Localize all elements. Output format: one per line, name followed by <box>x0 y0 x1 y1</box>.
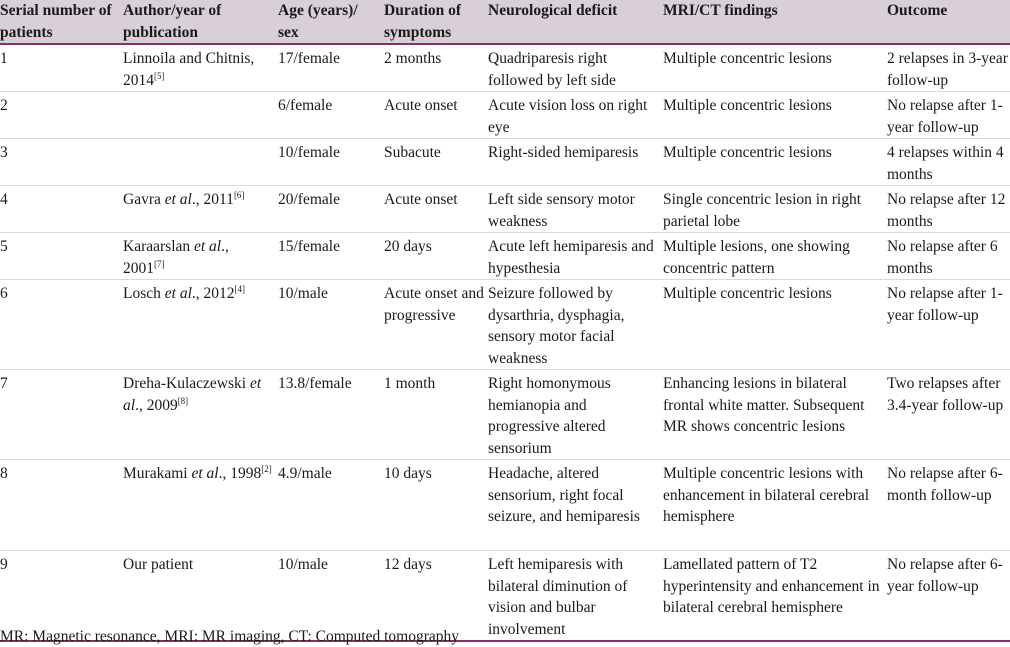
table-row <box>0 44 1010 92</box>
cell-outcome: No relapse after 6 months <box>887 238 998 277</box>
cell-outcome: No relapse after 6-year follow-up <box>887 556 1003 595</box>
cell-serial-number: 8 <box>0 465 8 482</box>
author-name: Dreha-Kulaczewski <box>123 375 250 392</box>
cell-age-sex: 15/female <box>278 238 340 255</box>
cell-mri-ct-findings: Single concentric lesion in right parietal lobe <box>663 191 862 230</box>
author-name: Our patient <box>123 556 194 573</box>
cell-duration: 1 month <box>384 375 436 392</box>
cell-outcome: No relapse after 1-year follow-up <box>887 285 1003 324</box>
header-author-year: Author/year of publication <box>123 2 222 41</box>
cell-neurological-deficit: Right-sided hemiparesis <box>488 144 639 161</box>
header-neurological-deficit: Neurological deficit <box>488 2 618 19</box>
header-mri-ct-findings: MRI/CT findings <box>663 2 778 19</box>
table-body <box>0 44 1010 641</box>
cell-duration: 20 days <box>384 238 432 255</box>
table-footnote: MR: Magnetic resonance, MRI: MR imaging, CT: Computed tomography <box>0 628 460 645</box>
author-et-al: et al <box>164 285 192 302</box>
cell-duration: 10 days <box>384 465 432 482</box>
table-header <box>0 0 1010 44</box>
header-duration: Duration of symptoms <box>384 2 462 41</box>
reference-citation: [7] <box>154 258 165 269</box>
cell-outcome: No relapse after 1-year follow-up <box>887 97 1003 136</box>
author-et-al: et al <box>194 238 222 255</box>
cell-serial-number: 6 <box>0 285 8 302</box>
table-row <box>0 460 1010 551</box>
cell-serial-number: 7 <box>0 375 8 392</box>
author-name: Linnoila and Chitnis, 2014 <box>123 50 255 89</box>
cell-age-sex: 6/female <box>278 97 333 114</box>
cell-neurological-deficit: Right homonymous hemianopia and progressive altered sensorium <box>488 375 611 457</box>
cell-outcome: 4 relapses within 4 months <box>887 144 1004 183</box>
header-age-sex: Age (years)/ sex <box>278 2 358 41</box>
cell-outcome: No relapse after 6-month follow-up <box>887 465 1003 504</box>
cell-age-sex: 10/female <box>278 144 340 161</box>
author-year: ., 2011 <box>191 191 234 208</box>
header-serial-number: Serial number of patients <box>0 2 112 41</box>
reference-citation: [5] <box>154 70 165 81</box>
table-row <box>0 370 1010 460</box>
reference-citation: [8] <box>177 395 189 406</box>
cell-outcome: 2 relapses in 3-year follow-up <box>887 50 1008 89</box>
cell-neurological-deficit: Headache, altered sensorium, right focal seizure, and hemiparesis <box>488 465 640 525</box>
cell-author-year <box>121 370 276 460</box>
cell-age-sex: 17/female <box>278 50 340 67</box>
author-et-al: et al <box>164 191 192 208</box>
author-name: Murakami <box>123 465 192 482</box>
table-row <box>0 139 1010 186</box>
cell-age-sex: 4.9/male <box>278 465 332 482</box>
cell-age-sex: 10/male <box>278 556 328 573</box>
table-row <box>0 280 1010 370</box>
cell-author-year <box>121 139 276 186</box>
cell-neurological-deficit: Acute vision loss on right eye <box>488 97 648 136</box>
table-row <box>0 186 1010 233</box>
cell-outcome: Two relapses after 3.4-year follow-up <box>887 375 1004 414</box>
author-et-al: et al <box>123 375 262 414</box>
cell-mri-ct-findings: Multiple concentric lesions <box>663 144 832 161</box>
cell-neurological-deficit: Acute left hemiparesis and hypesthesia <box>488 238 654 277</box>
cell-neurological-deficit: Left hemiparesis with bilateral diminution of vision and bulbar involvement <box>488 556 628 638</box>
cell-serial-number: 4 <box>0 191 8 208</box>
cell-age-sex: 13.8/female <box>278 375 352 392</box>
cell-neurological-deficit: Seizure followed by dysarthria, dysphagia, sensory motor facial weakness <box>488 285 625 367</box>
reference-citation: [4] <box>234 283 246 294</box>
cell-serial-number: 1 <box>0 50 8 67</box>
cell-mri-ct-findings: Multiple concentric lesions <box>663 50 832 67</box>
author-et-al: et al <box>191 465 219 482</box>
cell-mri-ct-findings: Multiple lesions, one showing concentric pattern <box>663 238 850 277</box>
cell-author-year <box>121 280 276 370</box>
author-name: Karaarslan <box>123 238 194 255</box>
author-year: ., 2012 <box>191 285 235 302</box>
cell-duration: 2 months <box>384 50 442 67</box>
cell-author-year <box>121 186 276 233</box>
cell-neurological-deficit: Quadriparesis right followed by left side <box>488 50 616 89</box>
cell-neurological-deficit: Left side sensory motor weakness <box>488 191 635 230</box>
cell-serial-number: 3 <box>0 144 8 161</box>
cell-serial-number: 2 <box>0 97 8 114</box>
cell-duration: Acute onset and progressive <box>384 285 484 324</box>
cell-duration: Subacute <box>384 144 441 161</box>
cell-serial-number: 9 <box>0 556 8 573</box>
cell-mri-ct-findings: Lamellated pattern of T2 hyperintensity and enhancement in bilateral cerebral hemisphere <box>663 556 880 616</box>
cell-mri-ct-findings: Enhancing lesions in bilateral frontal white matter. Subsequent MR shows concentric lesions <box>663 375 865 435</box>
cell-age-sex: 10/male <box>278 285 328 302</box>
cell-author-year <box>121 92 276 139</box>
cell-mri-ct-findings: Multiple concentric lesions <box>663 285 832 302</box>
author-year: ., 1998 <box>218 465 262 482</box>
author-year: ., 2009 <box>135 396 178 414</box>
cell-duration: Acute onset <box>384 191 458 208</box>
author-name: Gavra <box>123 191 165 208</box>
cell-author-year <box>121 233 276 280</box>
header-outcome: Outcome <box>887 2 948 19</box>
cell-duration: Acute onset <box>384 97 458 114</box>
reference-citation: [2] <box>261 463 272 474</box>
cell-age-sex: 20/female <box>278 191 340 208</box>
table-row <box>0 233 1010 280</box>
cell-outcome: No relapse after 12 months <box>887 191 1006 230</box>
cell-duration: 12 days <box>384 556 432 573</box>
cell-author-year <box>121 460 276 551</box>
author-name: Losch <box>123 285 165 302</box>
cell-mri-ct-findings: Multiple concentric lesions <box>663 97 832 114</box>
cell-author-year <box>121 44 276 92</box>
author-year: ., 2001 <box>123 238 229 277</box>
cell-mri-ct-findings: Multiple concentric lesions with enhancement in bilateral cerebral hemisphere <box>663 465 870 525</box>
reference-citation: [6] <box>233 189 245 200</box>
cell-serial-number: 5 <box>0 238 8 255</box>
table-row <box>0 92 1010 139</box>
